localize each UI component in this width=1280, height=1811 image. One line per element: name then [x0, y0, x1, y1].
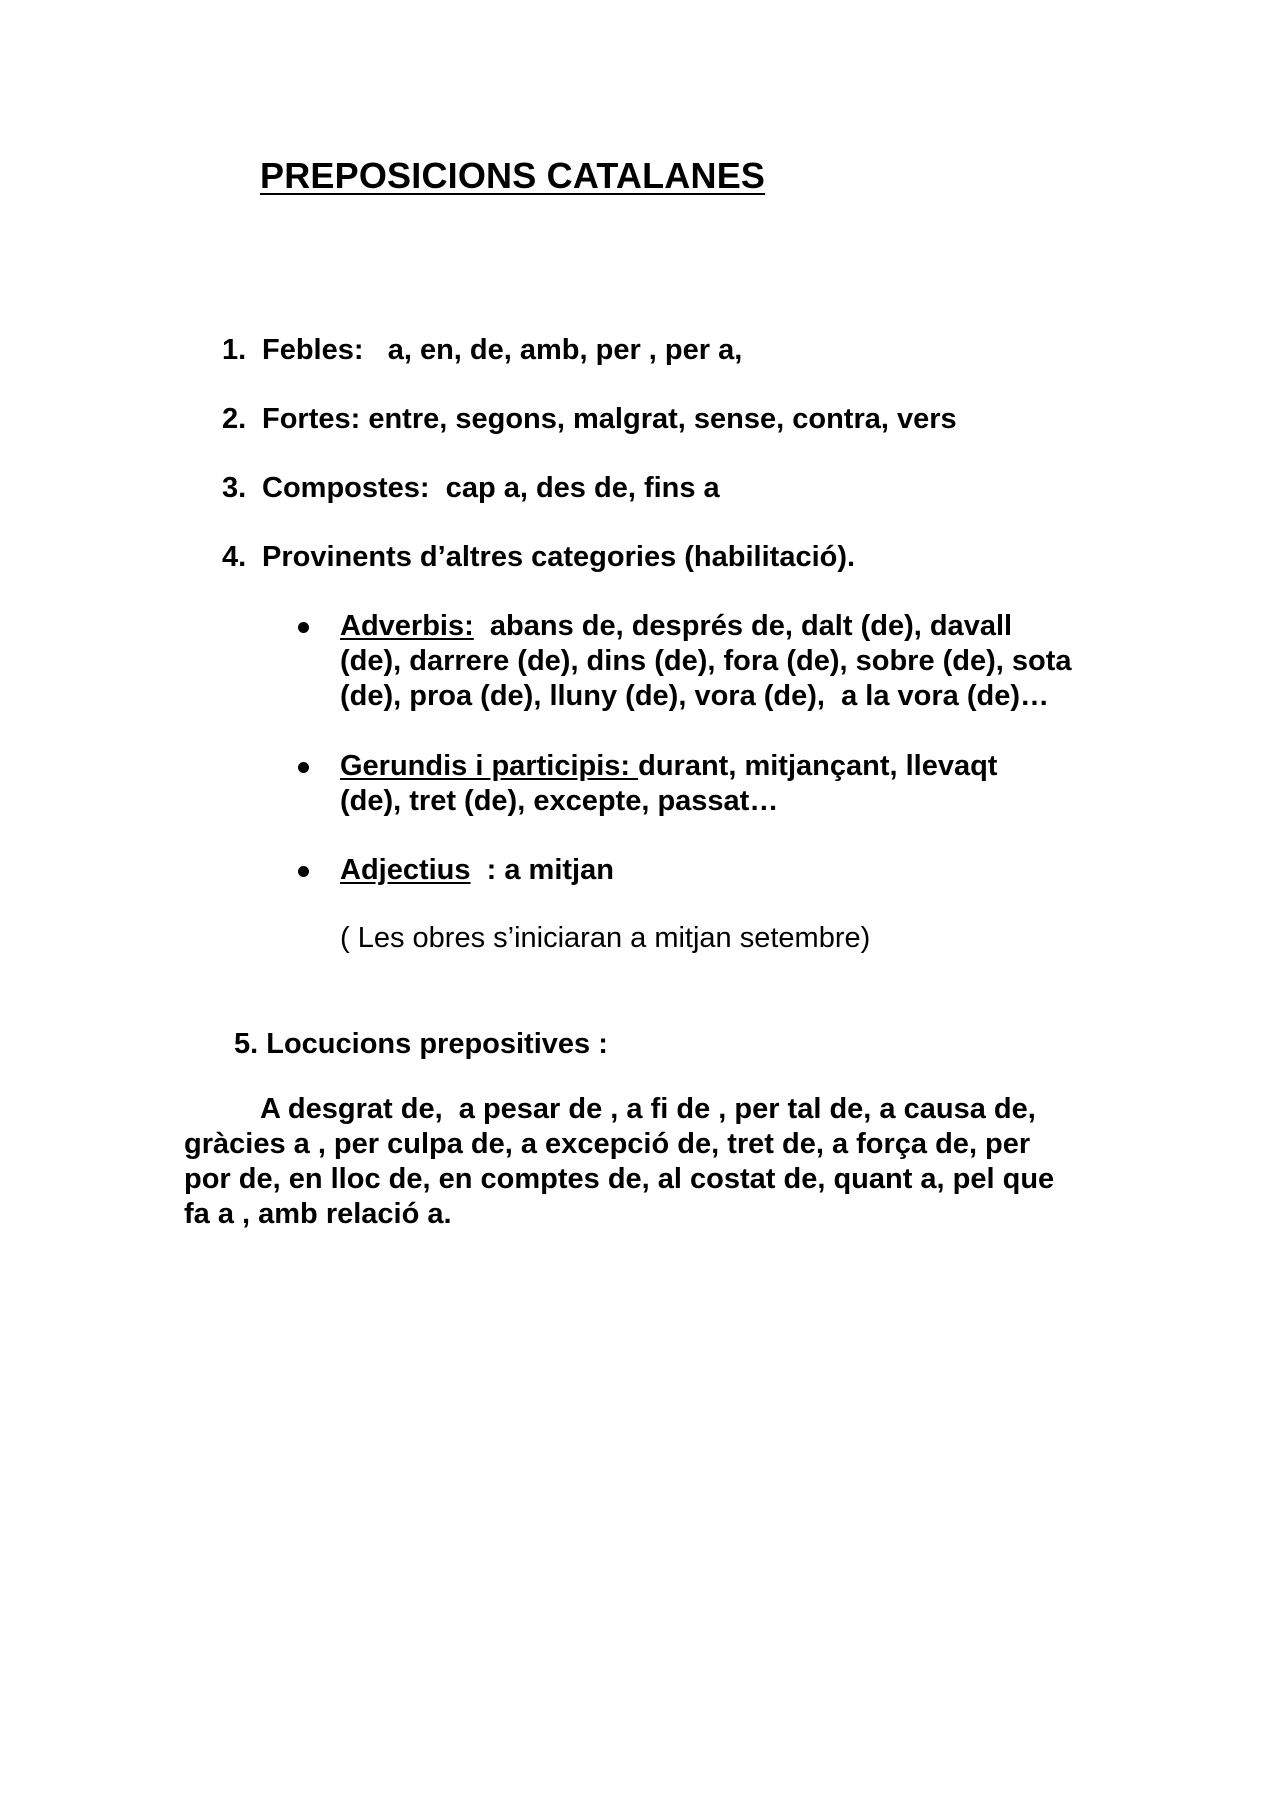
list-text: Febles: a, en, de, amb, per , per a,	[262, 334, 743, 366]
list-number: 4.	[222, 541, 247, 573]
bullet-adjectius	[298, 853, 1118, 889]
list-item-1	[222, 332, 742, 368]
list-item-3	[222, 470, 720, 506]
list-text: Fortes: entre, segons, malgrat, sense, contra, vers	[262, 403, 957, 435]
list-item-4	[222, 539, 855, 575]
list-text: Provinents d’altres categories (habilitació).	[262, 541, 856, 573]
bullet-text	[340, 853, 1120, 888]
page-title: PREPOSICIONS CATALANES	[260, 155, 766, 196]
bullet-dot-icon	[298, 866, 309, 877]
bullet-dot-icon	[298, 762, 309, 773]
bullet-lead: Gerundis i participis:	[340, 750, 639, 782]
list-item-2	[222, 401, 957, 437]
bullet-dot-icon	[298, 622, 309, 633]
paragraph-line: por de, en lloc de, en comptes de, al costat de, quant a, pel que	[184, 1163, 1055, 1195]
list-number: 3.	[222, 472, 247, 504]
bullet-lead: Adverbis:	[340, 610, 474, 642]
bullet-line: durant, mitjançant, llevaqt	[638, 750, 998, 782]
bullet-line: : a mitjan	[470, 854, 614, 886]
bullet-gerundis	[298, 749, 1118, 821]
example-sentence: ( Les obres s’iniciaran a mitjan setembre)	[340, 922, 871, 954]
bullet-adverbis	[298, 609, 1118, 719]
list-text: Compostes: cap a, des de, fins a	[262, 472, 720, 504]
paragraph-line: fa a , amb relació a.	[184, 1198, 452, 1230]
list-number: 2.	[222, 403, 247, 435]
bullet-text	[340, 609, 1120, 714]
paragraph-line: A desgrat de, a pesar de , a fi de , per tal de, a causa de,	[260, 1093, 1036, 1125]
locucions-paragraph	[184, 1092, 1104, 1232]
bullet-line: (de), tret (de), excepte, passat…	[340, 785, 779, 817]
bullet-lead: Adjectius	[340, 854, 471, 886]
section-5-heading: 5. Locucions prepositives :	[234, 1028, 608, 1060]
list-number: 1.	[222, 334, 247, 366]
bullet-text	[340, 749, 1120, 819]
bullet-line: (de), darrere (de), dins (de), fora (de), sobre (de), sota	[340, 645, 1072, 677]
bullet-line: abans de, després de, dalt (de), davall	[489, 610, 1013, 642]
bullet-line: (de), proa (de), lluny (de), vora (de), a la vora (de)…	[340, 680, 1049, 712]
paragraph-line: gràcies a , per culpa de, a excepció de, tret de, a força de, per	[184, 1128, 1031, 1160]
